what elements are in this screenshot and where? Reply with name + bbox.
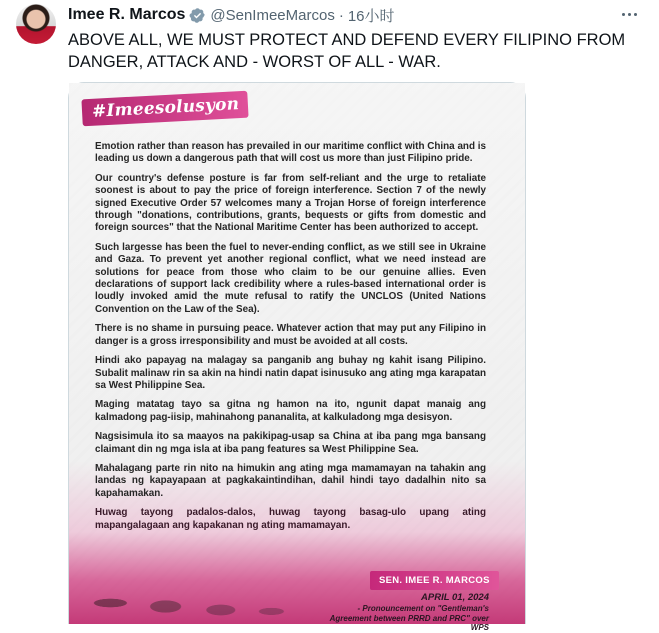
statement-paragraph: Huwag tayong padalos-dalos, huwag tayong basag-ulo upang ating mapangalagaan ang kapakanan ng ating mamamayan. xyxy=(95,507,486,531)
pronouncement-caption: - Pronouncement on "Gentleman's Agreement between PRRD and PRC" over WPS xyxy=(329,604,489,632)
statement-date: APRIL 01, 2024 xyxy=(421,592,489,603)
author-avatar[interactable] xyxy=(16,4,56,44)
author-name[interactable]: Imee R. Marcos xyxy=(68,6,186,23)
statement-paragraph: Maging matatag tayo sa gitna ng hamon na ito, ngunit dapat manaig ang kalmadong pag-iisip, mahinahong pananalita, at kalkuladong mga desisyon. xyxy=(95,399,486,423)
separator-dot: · xyxy=(338,6,344,24)
statement-paragraph: Such largesse has been the fuel to never-ending conflict, as we still see in Ukraine and Gaza. To prevent yet another regional conflict, what we need instead are solutions for peace from those who claim to be our genuine allies. Even declarations of support lack credibility where a rules-based international order is loudly invoked amid the mute refusal to ratify the UNCLOS (United Nations Convention on the Law of the Sea). xyxy=(95,241,486,315)
statement-paragraph: Our country's defense posture is far from self-reliant and the urge to retaliate soonest is about to pay the price of foreign interference. Section 7 of the newly signed Executive Order 57 welcomes many a Trojan Horse of foreign interference through "donations, contributions, grants, bequests or gifts from domestic and foreign sources" that the National Maritime Center has been authorized to accept. xyxy=(95,172,486,234)
statement-paragraph: Nagsisimula ito sa maayos na pakikipag-usap sa China at iba pang mga bansang claimant din ng mga isla at iba pang features sa West Philippine Sea. xyxy=(95,431,486,455)
signature-banner: SEN. IMEE R. MARCOS xyxy=(370,571,499,590)
tweet-timestamp[interactable]: 16小时 xyxy=(347,7,395,25)
verified-badge-icon xyxy=(189,7,206,24)
statement-paragraph: Hindi ako papayag na malagay sa panganib ang buhay ng kahit isang Pilipino. Subalit malinaw rin sa akin na hindi natin dapat isinusuko ang ating mga karapatan sa West Philippine Sea. xyxy=(95,355,486,391)
tweet-text: ABOVE ALL, WE MUST PROTECT AND DEFEND EVERY FILIPINO FROM DANGER, ATTACK AND - WORST OF ALL - WAR. xyxy=(68,31,626,71)
more-options-icon[interactable] xyxy=(619,6,639,22)
statement-paragraph: There is no shame in pursuing peace. Whatever action that may put any Filipino in danger is a gross irresponsibility and must be avoided at all costs. xyxy=(95,323,486,347)
tweet-header xyxy=(68,4,395,26)
tweet-media-image[interactable] xyxy=(68,82,526,632)
crowd-photo-overlay xyxy=(69,554,299,624)
statement-body xyxy=(95,141,486,539)
poster-hashtag: #Imeesolusyon xyxy=(81,91,248,127)
author-handle[interactable]: @SenImeeMarcos xyxy=(210,6,335,24)
statement-paragraph: Mahalagang parte rin nito na himukin ang ating mga mamamayan na tahakin ang landas ng kapayapaan at pagkakaintindihan, dahil hindi tayo dadalhin nito sa kapahamakan. xyxy=(95,462,486,499)
statement-paragraph: Emotion rather than reason has prevailed in our maritime conflict with China and is leading us down a dangerous path that will cost us more than just Filipino pride. xyxy=(95,141,486,165)
